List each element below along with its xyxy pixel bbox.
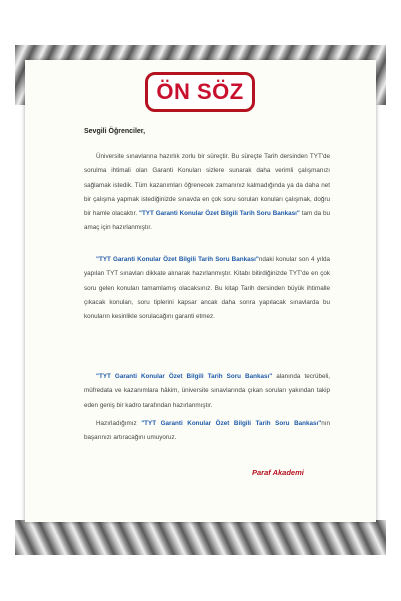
page-title: ÖN SÖZ — [156, 79, 244, 104]
book-title-1: "TYT Garanti Konular Özet Bilgili Tarih Soru Bankası" — [138, 210, 300, 218]
greeting: Sevgili Öğrenciler, — [84, 128, 146, 135]
paragraph-4-text: nın başarınızı artıracağını umuyoruz. — [84, 420, 330, 442]
paragraph-1-end: tam da bu amaç için hazırlanmıştır. — [84, 210, 331, 232]
paragraph-4 — [84, 417, 330, 446]
paragraph-1 — [84, 150, 330, 236]
paragraph-3-text: alanında tecrübeli, müfredata ve kazanımlara hâkim, üniversite sınavlarında çıkan soruları yakından takip eden geniş bir kadro tarafından hazırlanmıştır. — [84, 373, 331, 409]
signature: Paraf Akademi — [252, 468, 304, 477]
paragraph-2 — [84, 253, 330, 324]
paragraph-4-start: Hazırladığımız — [96, 420, 137, 427]
book-title-3: "TYT Garanti Konular Özet Bilgili Tarih Soru Bankası" — [96, 373, 273, 380]
paragraph-3 — [84, 370, 330, 413]
paragraph-2-text: ndaki konular son 4 yılda yapılan TYT sınavları dikkate alınarak hazırlanmıştır. Kitabı bitirdiğinizde TYT'de en çok soru gelen konuları tamamlamış olacaksınız. Bu kitap Tarih dersinden büyük ihtimalle çıkacak konuları, soru tiplerini kapsar ancak daha sonra yapılacak sınavlarda bu konuların kesinlikle sorulacağını garanti etmez. — [84, 256, 330, 321]
book-title-4: "TYT Garanti Konular Özet Bilgili Tarih Soru Bankası" — [141, 420, 322, 427]
decorative-bottom-band — [15, 520, 386, 555]
paragraph-1-text: Üniversite sınavlarına hazırlık zorlu bir süreçtir. Bu süreçte Tarih dersinden TYT'de sorulma ihtimali olan Garanti Konuları sizlere sunarak daha verimli çalışmanızı sağlamak istedik. Tüm kazanımları öğrenecek zamanınız kalmadığında ya da daha net bir çalışma yapmak istediğinizde sınavda en çok soru sorulan konuları çalışmak, doğru bir hamle olacaktır. — [84, 153, 330, 218]
title-badge — [145, 72, 255, 112]
book-title-2: "TYT Garanti Konular Özet Bilgili Tarih Soru Bankası" — [96, 256, 259, 263]
